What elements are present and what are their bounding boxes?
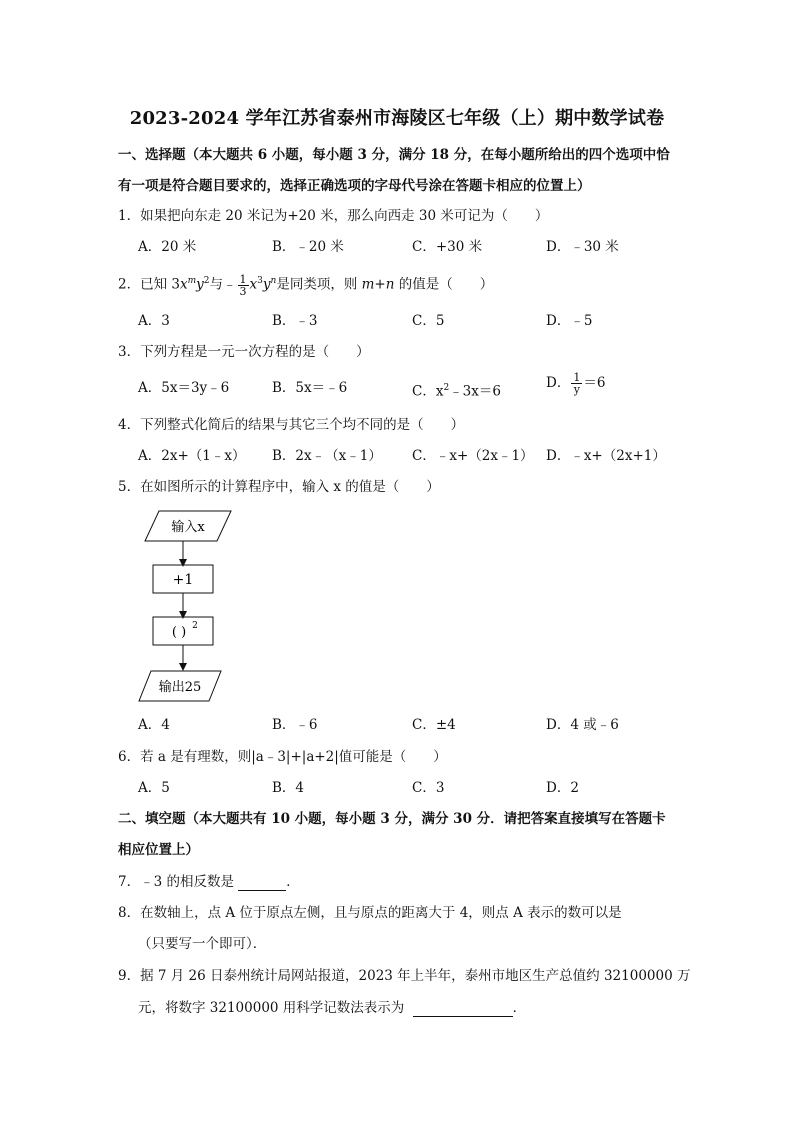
q3-option-c xyxy=(412,379,501,401)
q1-option-d: D．﹣30 米 xyxy=(546,239,619,255)
q3-option-d xyxy=(546,372,605,395)
q3-stem: 3．下列方程是一元一次方程的是（ ） xyxy=(118,344,370,360)
q9-text: 元，将数字 32100000 用科学记数法表示为 xyxy=(138,1000,405,1016)
flowchart xyxy=(135,505,245,705)
q4-option-b: B．2x﹣（x﹣1） xyxy=(272,448,382,464)
q2-term2-yexp: n xyxy=(270,276,277,286)
q8-line1: 8．在数轴上，点 A 位于原点左侧，且与原点的距离大于 4，则点 A 表示的数可以是 xyxy=(118,905,622,921)
q4-stem: 4．下列整式化简后的结果与其它三个均不同的是（ ） xyxy=(118,417,465,433)
q2-option-b: B．﹣3 xyxy=(272,313,318,329)
q9-line1: 9．据 7 月 26 日泰州统计局网站报道，2023 年上半年，泰州市地区生产总值约 32100000 万 xyxy=(118,968,691,984)
q7-text: 7．﹣3 的相反数是 xyxy=(118,874,234,890)
q2-term2-y: y xyxy=(262,276,271,293)
q4-option-a: A．2x+（1﹣x） xyxy=(138,448,246,464)
q9-answer-blank[interactable] xyxy=(413,1002,513,1017)
q2-end: 的值是（ ） xyxy=(394,276,494,293)
q4-option-d: D．﹣x+（2x+1） xyxy=(546,448,666,464)
section1-heading-cont: 有一项是符合题目要求的，选择正确选项的字母代号涂在答题卡相应的位置上） xyxy=(118,178,591,194)
q2-mid: 与﹣ xyxy=(209,276,237,293)
q6-option-b: B．4 xyxy=(272,780,305,796)
q2-option-c: C．5 xyxy=(412,313,445,329)
q6-stem: 6．若 a 是有理数，则|a﹣3|+|a+2|值可能是（ ） xyxy=(118,749,447,765)
q8-line2: （只要写一个即可）． xyxy=(138,936,267,952)
q2-suffix: 是同类项，则 xyxy=(276,276,362,293)
q2-term1-exp: m xyxy=(187,276,197,286)
q5-option-d: D．4 或﹣6 xyxy=(546,717,619,733)
q1-option-a: A．20 米 xyxy=(138,239,197,255)
q4-option-c: C．﹣x+（2x﹣1） xyxy=(412,448,534,464)
flow-input-label: 输入x xyxy=(171,520,205,535)
flow-step2-label: ( ) xyxy=(171,625,187,640)
q2-option-d: D．﹣5 xyxy=(546,313,593,329)
q2-frac-den: 3 xyxy=(239,284,247,298)
q2-expr: m+n xyxy=(361,276,395,293)
q3-optd-post: ＝6 xyxy=(583,375,606,391)
q3-option-a: A．5x＝3y﹣6 xyxy=(138,380,230,396)
q3-optd-den: y xyxy=(573,383,580,396)
q7-stem xyxy=(118,873,300,891)
q5-stem: 5．在如图所示的计算程序中，输入 x 的值是（ ） xyxy=(118,479,440,495)
q2-stem xyxy=(118,272,493,297)
flow-step2-exp: 2 xyxy=(192,621,198,631)
q6-option-a: A．5 xyxy=(138,780,170,796)
q2-prefix: 2．已知 3 xyxy=(118,276,180,293)
q2-fraction xyxy=(238,274,249,297)
q1-option-c: C．+30 米 xyxy=(412,239,483,255)
q2-term1-x: x xyxy=(179,276,188,293)
flow-output-label: 输出25 xyxy=(158,680,202,695)
q2-term1-y: y xyxy=(196,276,204,293)
q1-option-b: B．﹣20 米 xyxy=(272,239,344,255)
q3-optd-fraction xyxy=(571,372,582,395)
section1-heading: 一、选择题（本大题共 6 小题，每小题 3 分，满分 18 分，在每小题所给出的四个选项中恰 xyxy=(118,147,670,163)
q3-optd-pre: D． xyxy=(546,375,571,391)
q5-option-a: A．4 xyxy=(138,717,170,733)
q3-option-b: B．5x＝﹣6 xyxy=(272,380,348,396)
q2-term2-exp: 3 xyxy=(257,276,263,286)
page-title: 2023-2024 学年江苏省泰州市海陵区七年级（上）期中数学试卷 xyxy=(129,108,665,129)
q3-optc-pre: C．x xyxy=(412,383,444,400)
q2-option-a: A．3 xyxy=(138,313,170,329)
q9-end: ． xyxy=(512,1000,527,1016)
flow-step1-label: +1 xyxy=(172,572,194,588)
q9-line2 xyxy=(138,999,526,1017)
q2-frac-num: 1 xyxy=(239,272,247,286)
q7-answer-blank[interactable] xyxy=(238,876,286,891)
q3-optc-post: ﹣3x＝6 xyxy=(449,383,501,400)
q7-end: ． xyxy=(286,874,300,890)
q5-option-b: B．﹣6 xyxy=(272,717,318,733)
q6-option-c: C．3 xyxy=(412,780,445,796)
section2-heading-cont: 相应位置上） xyxy=(118,842,199,858)
q3-optc-exp: 2 xyxy=(443,383,450,393)
q2-term2-x: x xyxy=(249,276,258,293)
section2-heading: 二、填空题（本大题共有 10 小题，每小题 3 分，满分 30 分．请把答案直接填写在答题卡 xyxy=(118,811,666,827)
q3-optd-num: 1 xyxy=(573,371,581,384)
q5-option-c: C．±4 xyxy=(412,717,456,733)
q2-term1-yexp: 2 xyxy=(203,276,210,286)
q6-option-d: D．2 xyxy=(546,780,579,796)
q1-stem: 1．如果把向东走 20 米记为+20 米，那么向西走 30 米可记为（ ） xyxy=(118,208,549,224)
